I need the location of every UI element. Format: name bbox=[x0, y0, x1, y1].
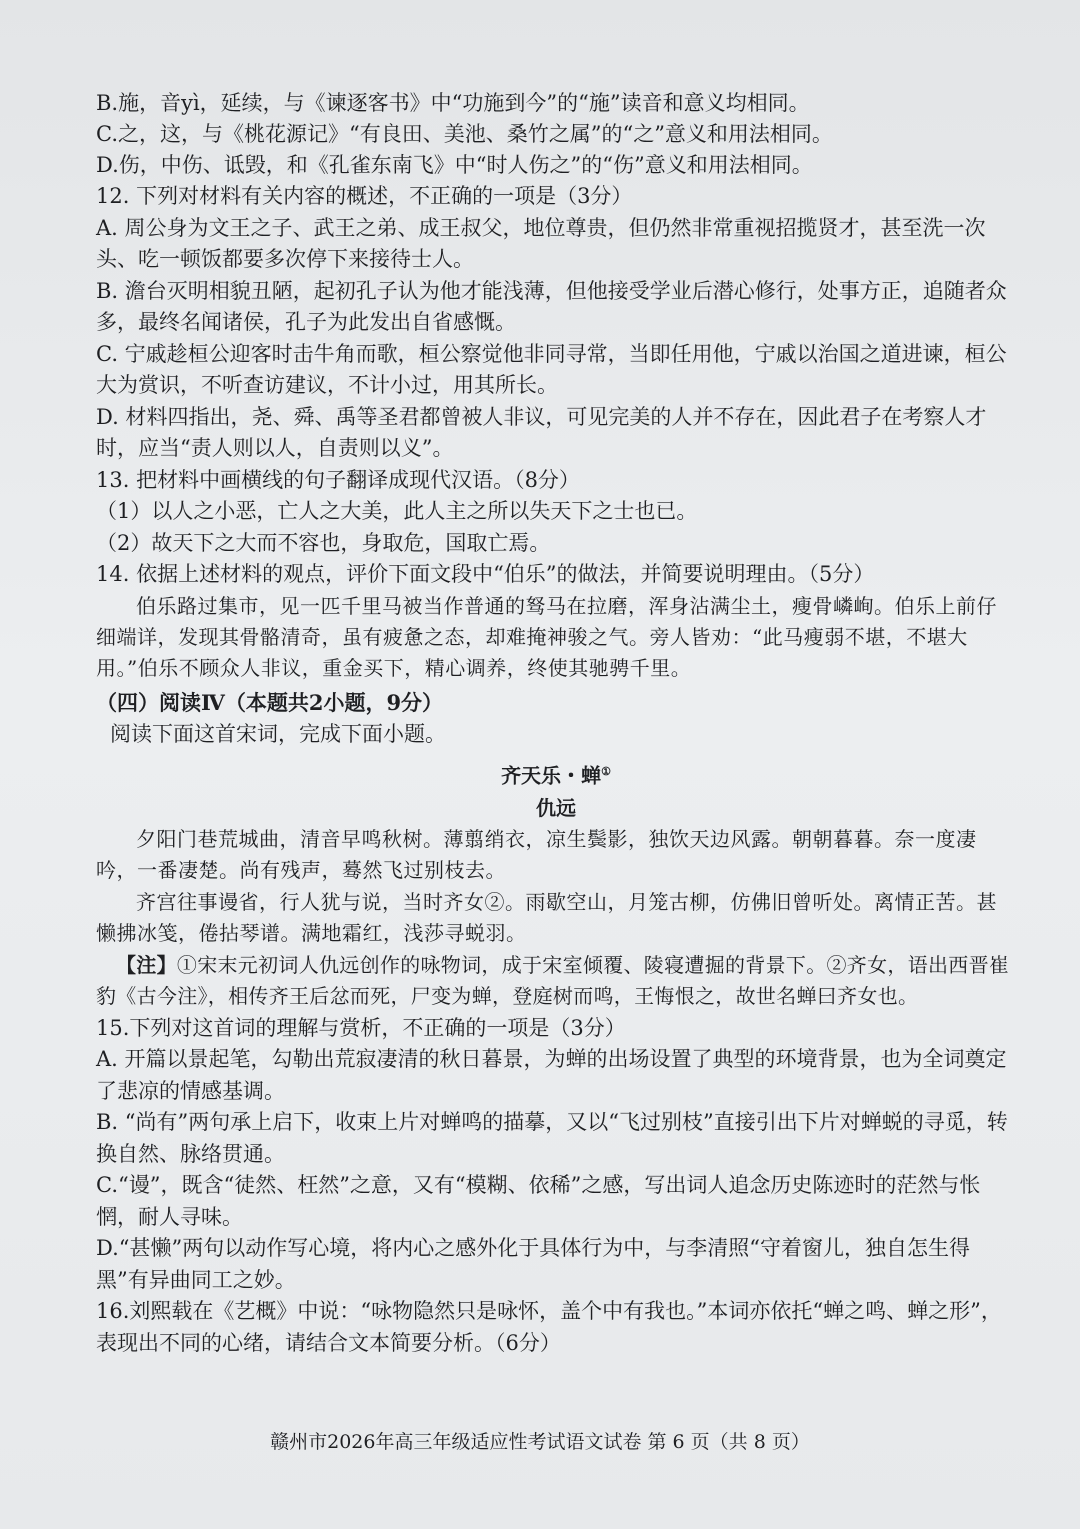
poem-author: 仇远 bbox=[536, 795, 576, 820]
question-12-option-c: C. 宁戚趁桓公迎客时击牛角而歌，桓公察觉他非同寻常，当即任用他，宁戚以治国之道进谏，桓公大为赏识，不听查访建议，不计小过，用其所长。 bbox=[96, 341, 1007, 397]
annotation-text: ①宋末元初词人仇远创作的咏物词，成于宋室倾覆、陵寝遭掘的背景下。②齐女，语出西晋崔豹《古今注》，相传齐王后忿而死，尸变为蝉，登庭树而鸣，王悔恨之，故世名蝉曰齐女也。 bbox=[96, 952, 1010, 1009]
question-12-option-d: D. 材料四指出，尧、舜、禹等圣君都曾被人非议，可见完美的人并不存在，因此君子在考察人才时，应当“责人则以人，自责则以义”。 bbox=[96, 404, 987, 460]
section-4-intro: 阅读下面这首宋词，完成下面小题。 bbox=[110, 721, 446, 746]
poem-title-note-mark: ① bbox=[601, 765, 611, 778]
poem-annotation bbox=[96, 950, 1016, 1013]
page-content bbox=[96, 88, 1016, 1359]
question-16-stem: 16.刘熙载在《艺概》中说：“咏物隐然只是咏怀，盖个中有我也。”本词亦依托“蝉之鸣、蝉之形”，表现出不同的心绪，请结合文本简要分析。（6分） bbox=[96, 1299, 1002, 1355]
question-15-stem: 15.下列对这首词的理解与赏析，不正确的一项是（3分） bbox=[96, 1015, 626, 1040]
question-12-option-b: B. 澹台灭明相貌丑陋，起初孔子认为他才能浅薄，但他接受学业后潜心修行，处事方正，追随者众多，最终名闻诸侯，孔子为此发出自省感慨。 bbox=[96, 278, 1007, 334]
poem-title-text: 齐天乐・蝉 bbox=[501, 763, 602, 788]
page-footer: 赣州市2026年高三年级适应性考试语文试卷 第 6 页（共 8 页） bbox=[270, 1431, 810, 1453]
question-12-stem: 12. 下列对材料有关内容的概述，不正确的一项是（3分） bbox=[96, 184, 633, 208]
question-15-option-d: D.“甚懒”两句以动作写心境，将内心之感外化于具体行为中，与李清照“守着窗儿，独自怎生得黑”有异曲同工之妙。 bbox=[96, 1236, 970, 1292]
option-c-line: C.之，这，与《桃花源记》“有良田、美池、桑竹之属”的“之”意义和用法相同。 bbox=[96, 122, 833, 146]
poem-stanza-1: 夕阳门巷荒城曲，清音早鸣秋树。薄翦绡衣，凉生鬓影，独饮天边风露。朝朝暮暮。奈一度凄吟，一番凄楚。尚有残声，蓦然飞过别枝去。 bbox=[96, 826, 977, 883]
question-13-stem: 13. 把材料中画横线的句子翻译成现代汉语。（8分） bbox=[96, 467, 580, 492]
option-d-line: D.伤，中伤、诋毁，和《孔雀东南飞》中“时人伤之”的“伤”意义和用法相同。 bbox=[96, 153, 813, 177]
question-13-sentence-2: （2）故天下之大而不容也，身取危，国取亡焉。 bbox=[96, 530, 551, 555]
question-14-passage: 伯乐路过集市，见一匹千里马被当作普通的驽马在拉磨，浑身沾满尘土，瘦骨嶙峋。伯乐上前仔细端详，发现其骨骼清奇，虽有疲惫之态，却难掩神骏之气。旁人皆劝：“此马瘦弱不堪，不堪大用。”伯乐不顾众人非议，重金买下，精心调养，终使其驰骋千里。 bbox=[96, 593, 997, 680]
question-15-option-a: A. 开篇以景起笔，勾勒出荒寂凄清的秋日暮景，为蝉的出场设置了典型的环境背景，也为全词奠定了悲凉的情感基调。 bbox=[96, 1047, 1007, 1103]
section-4-heading: （四）阅读Ⅳ（本题共2小题，9分） bbox=[96, 689, 444, 715]
question-12-option-a: A. 周公身为文王之子、武王之弟、成王叔父，地位尊贵，但仍然非常重视招揽贤才，甚至洗一次头、吃一顿饭都要多次停下来接待士人。 bbox=[96, 215, 986, 271]
question-15-option-b: B. “尚有”两句承上启下，收束上片对蝉鸣的描摹，又以“飞过别枝”直接引出下片对蝉蜕的寻觅，转换自然、脉络贯通。 bbox=[96, 1110, 1008, 1166]
question-15-option-c: C.“谩”，既含“徒然、枉然”之意，又有“模糊、依稀”之感，写出词人追念历史陈迹时的茫然与怅惘，耐人寻味。 bbox=[96, 1173, 981, 1229]
option-b-line: B.施，音yì，延续，与《谏逐客书》中“功施到今”的“施”读音和意义均相同。 bbox=[96, 91, 810, 115]
poem-stanza-2: 齐宫往事谩省，行人犹与说，当时齐女②。雨歇空山，月笼古柳，仿佛旧曾听处。离情正苦。甚懒拂冰笺，倦拈琴谱。满地霜红，浅莎寻蜕羽。 bbox=[96, 889, 997, 946]
annotation-label: 【注】 bbox=[116, 952, 177, 977]
question-14-stem: 14. 依据上述材料的观点，评价下面文段中“伯乐”的做法，并简要说明理由。（5分） bbox=[96, 562, 875, 586]
question-13-sentence-1: （1）以人之小恶，亡人之大美，此人主之所以失天下之士也已。 bbox=[96, 499, 698, 523]
poem-title bbox=[96, 756, 1016, 792]
